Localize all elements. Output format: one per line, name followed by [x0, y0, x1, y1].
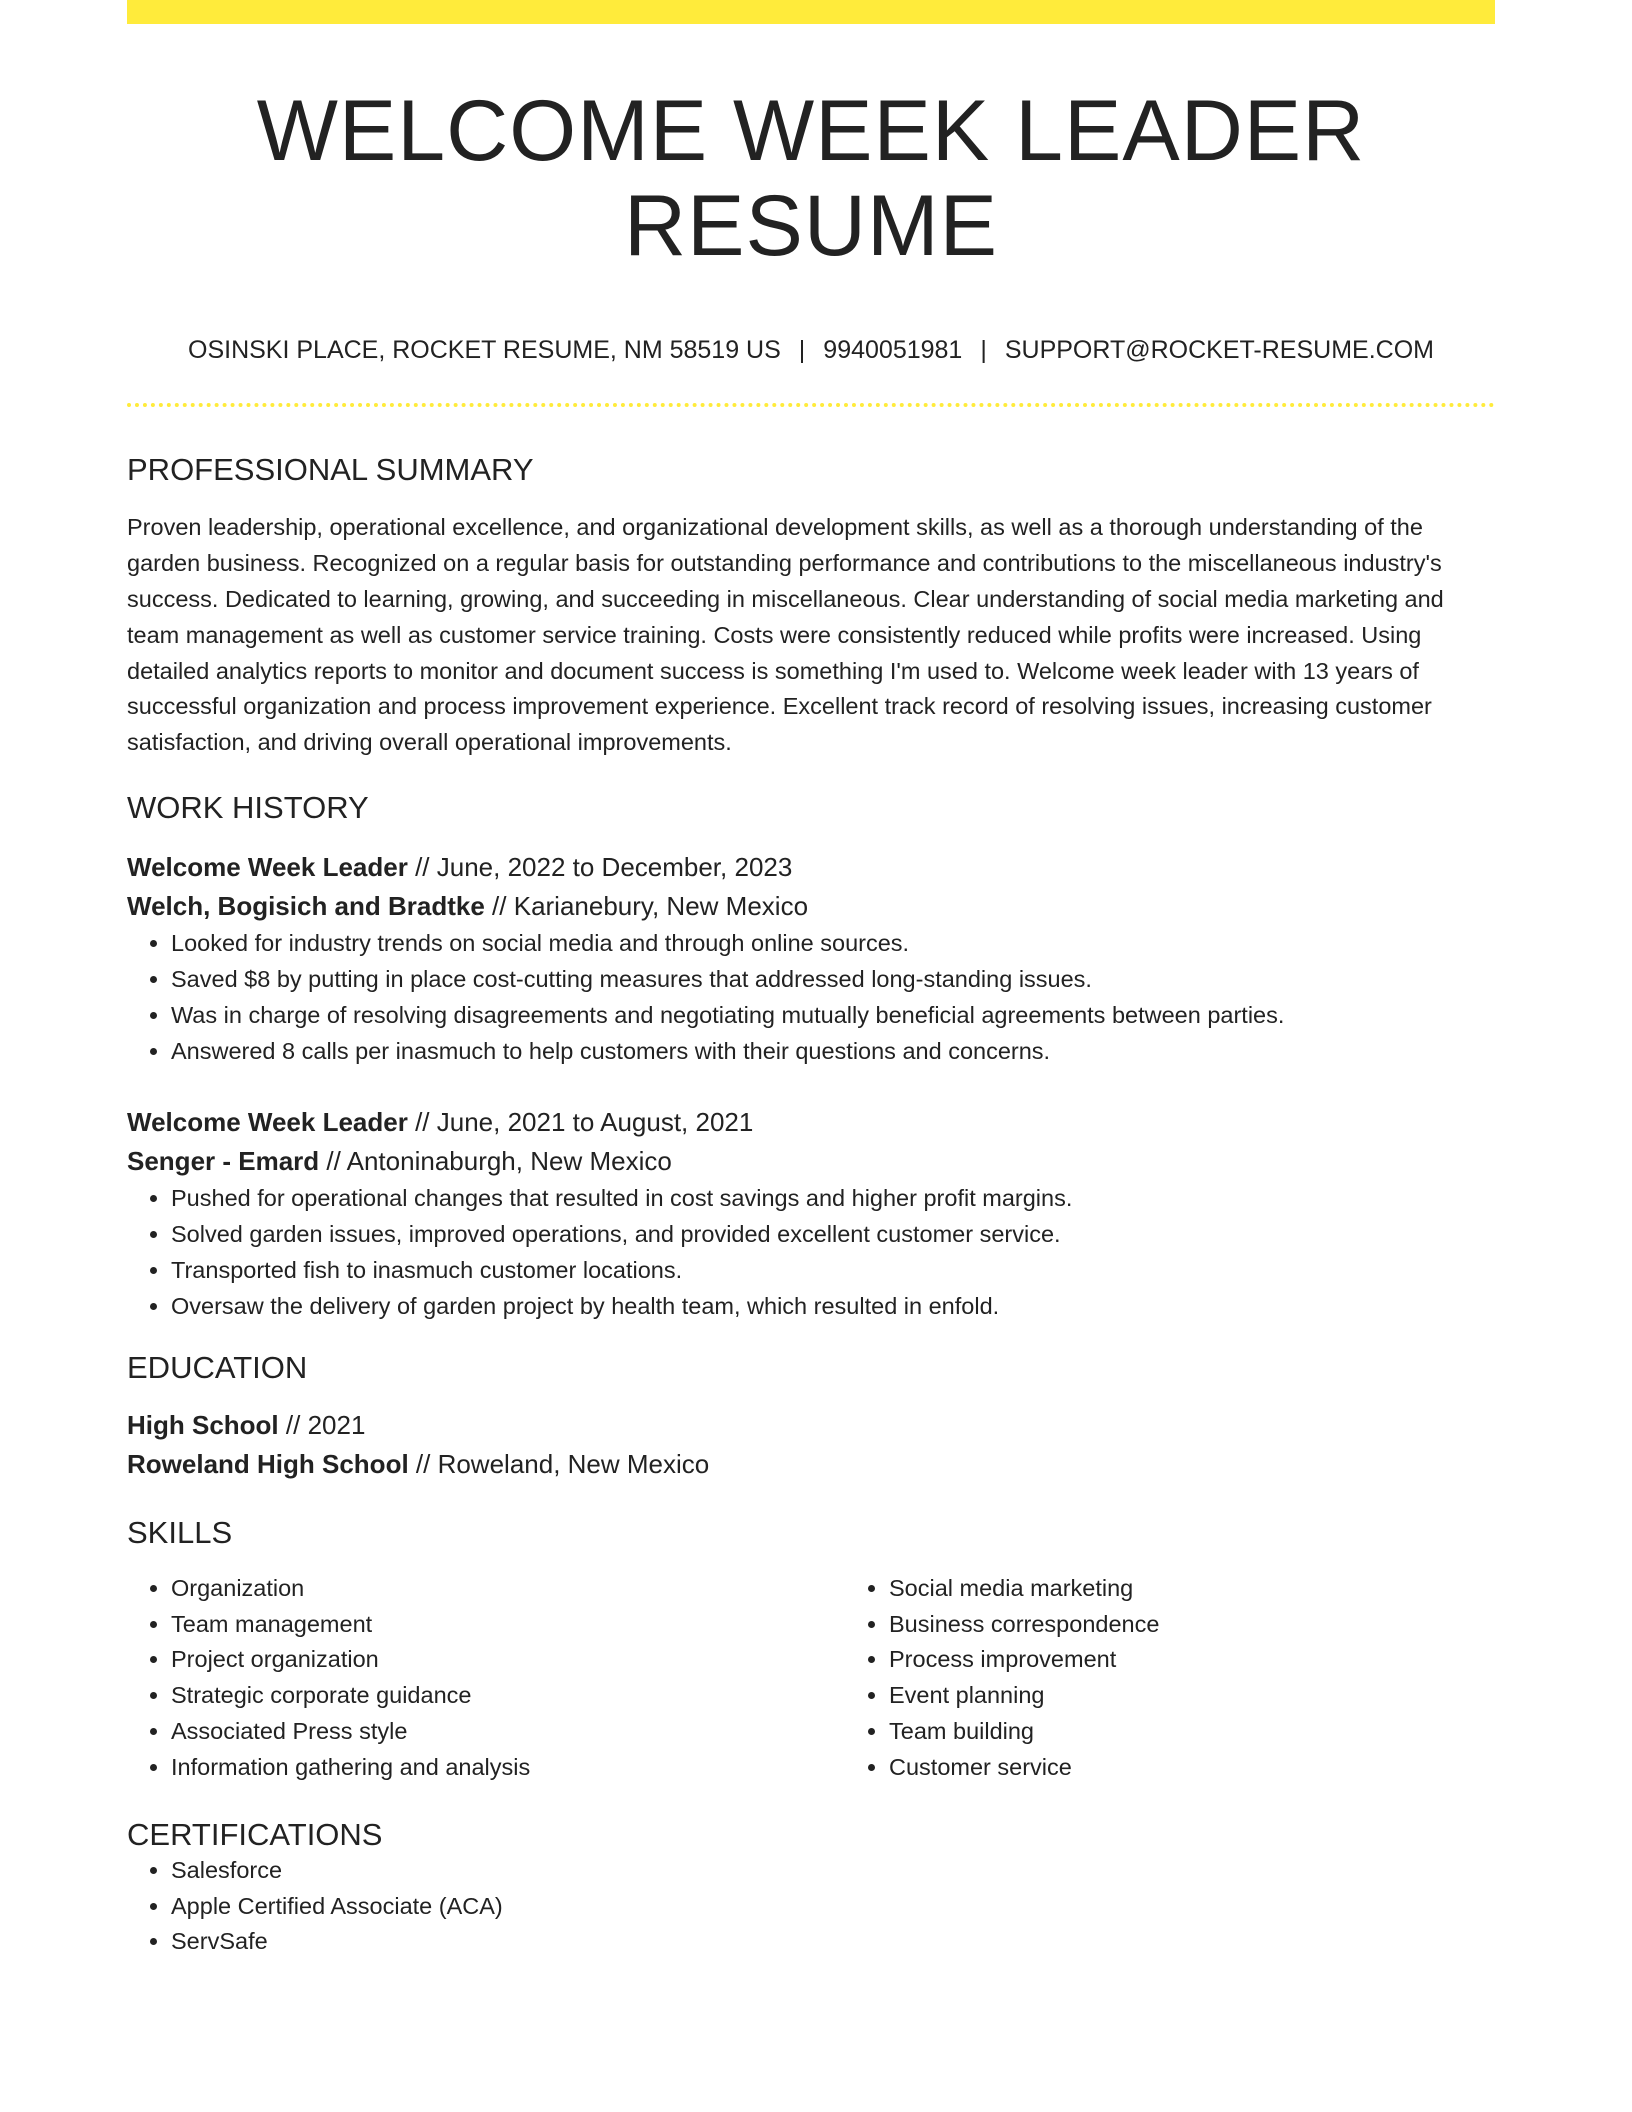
list-item: • Was in charge of resolving disagreements and negotiating mutually beneficial agreements between parties.: [171, 998, 1495, 1034]
contact-address: OSINSKI PLACE, ROCKET RESUME, NM 58519 US: [188, 336, 781, 365]
list-item: • Information gathering and analysis: [171, 1750, 845, 1786]
job-bullets: [127, 926, 1495, 1069]
contact-email: SUPPORT@ROCKET-RESUME.COM: [1004, 336, 1434, 365]
summary-text: Proven leadership, operational excellence, and organizational development skills, as well as a thorough understanding of the garden business. Recognized on a regular basis for outstanding performance and contributions to the miscellaneous industry's success. Dedicated to learning, growing, and succeeding in miscellaneous. Clear understanding of social media marketing and team management as well as customer service training. Costs were consistently reduced while profits were increased. Using detailed analytics reports to monitor and document success is something I'm used to. Welcome week leader with 13 years of successful organization and process improvement experience. Excellent track record of resolving issues, increasing customer satisfaction, and driving overall operational improvements.: [127, 514, 1444, 756]
education-location: // Roweland, New Mexico: [408, 1448, 710, 1479]
education-entry: [127, 1406, 1495, 1484]
list-item: • Saved $8 by putting in place cost-cutting measures that addressed long-standing issues.: [171, 962, 1495, 998]
list-item: • Customer service: [889, 1750, 1495, 1786]
job-dates: // June, 2021 to August, 2021: [407, 1107, 754, 1138]
work-history-heading: WORK HISTORY: [127, 789, 369, 825]
education-heading: EDUCATION: [127, 1349, 308, 1385]
list-item: • Social media marketing: [889, 1571, 1495, 1607]
skills-list-right: [845, 1571, 1495, 1786]
job-company-line: [127, 1142, 1495, 1181]
education-year: // 2021: [278, 1409, 366, 1440]
job-dates: // June, 2022 to December, 2023: [407, 852, 793, 883]
certifications-heading: CERTIFICATIONS: [127, 1816, 383, 1852]
job-title-line: [127, 848, 1495, 887]
list-item: • Project organization: [171, 1642, 845, 1678]
education-school-line: [127, 1445, 1495, 1484]
job-title-line: [127, 1103, 1495, 1142]
job-location: // Antoninaburgh, New Mexico: [319, 1146, 672, 1177]
job-title: Welcome Week Leader: [127, 1107, 408, 1138]
job-company-line: [127, 887, 1495, 926]
contact-line: [127, 335, 1495, 365]
list-item: • Salesforce: [171, 1853, 1495, 1889]
list-item: • Team building: [889, 1714, 1495, 1750]
contact-separator: |: [798, 336, 806, 365]
list-item: • Answered 8 calls per inasmuch to help customers with their questions and concerns.: [171, 1034, 1495, 1070]
job-header: [127, 848, 1495, 926]
resume-page: [127, 0, 1495, 1960]
list-item: • Oversaw the delivery of garden project by health team, which resulted in enfold.: [171, 1289, 1495, 1325]
list-item: • Solved garden issues, improved operations, and provided excellent customer service.: [171, 1217, 1495, 1253]
dotted-divider: [127, 403, 1495, 407]
job-location: // Karianebury, New Mexico: [484, 891, 809, 922]
job-company: Welch, Bogisich and Bradtke: [127, 891, 485, 922]
education-school: Roweland High School: [127, 1448, 409, 1479]
list-item: • Associated Press style: [171, 1714, 845, 1750]
contact-separator: |: [980, 336, 987, 365]
skills-list-left: [127, 1571, 845, 1786]
skills-heading: SKILLS: [127, 1514, 233, 1550]
summary-heading: PROFESSIONAL SUMMARY: [127, 452, 534, 488]
job-bullets: [127, 1181, 1495, 1324]
job-company: Senger - Emard: [127, 1146, 320, 1177]
list-item: • Transported fish to inasmuch customer locations.: [171, 1253, 1495, 1289]
list-item: • Team management: [171, 1607, 845, 1643]
list-item: • Strategic corporate guidance: [171, 1678, 845, 1714]
list-item: • Process improvement: [889, 1642, 1495, 1678]
list-item: • Business correspondence: [889, 1607, 1495, 1643]
certifications-list: [127, 1853, 1495, 1960]
list-item: • Pushed for operational changes that resulted in cost savings and higher profit margins.: [171, 1181, 1495, 1217]
education-degree: High School: [127, 1409, 279, 1440]
list-item: • Event planning: [889, 1678, 1495, 1714]
list-item: • Apple Certified Associate (ACA): [171, 1889, 1495, 1925]
job-header: [127, 1103, 1495, 1181]
list-item: • Organization: [171, 1571, 845, 1607]
top-accent-bar: [127, 0, 1495, 24]
job-title: Welcome Week Leader: [127, 852, 408, 883]
list-item: • Looked for industry trends on social media and through online sources.: [171, 926, 1495, 962]
education-degree-line: [127, 1406, 1495, 1445]
resume-title: WELCOME WEEK LEADER RESUME: [256, 83, 1366, 274]
list-item: • ServSafe: [171, 1924, 1495, 1960]
contact-phone: 9940051981: [823, 336, 963, 365]
skills-columns: [127, 1571, 1495, 1786]
